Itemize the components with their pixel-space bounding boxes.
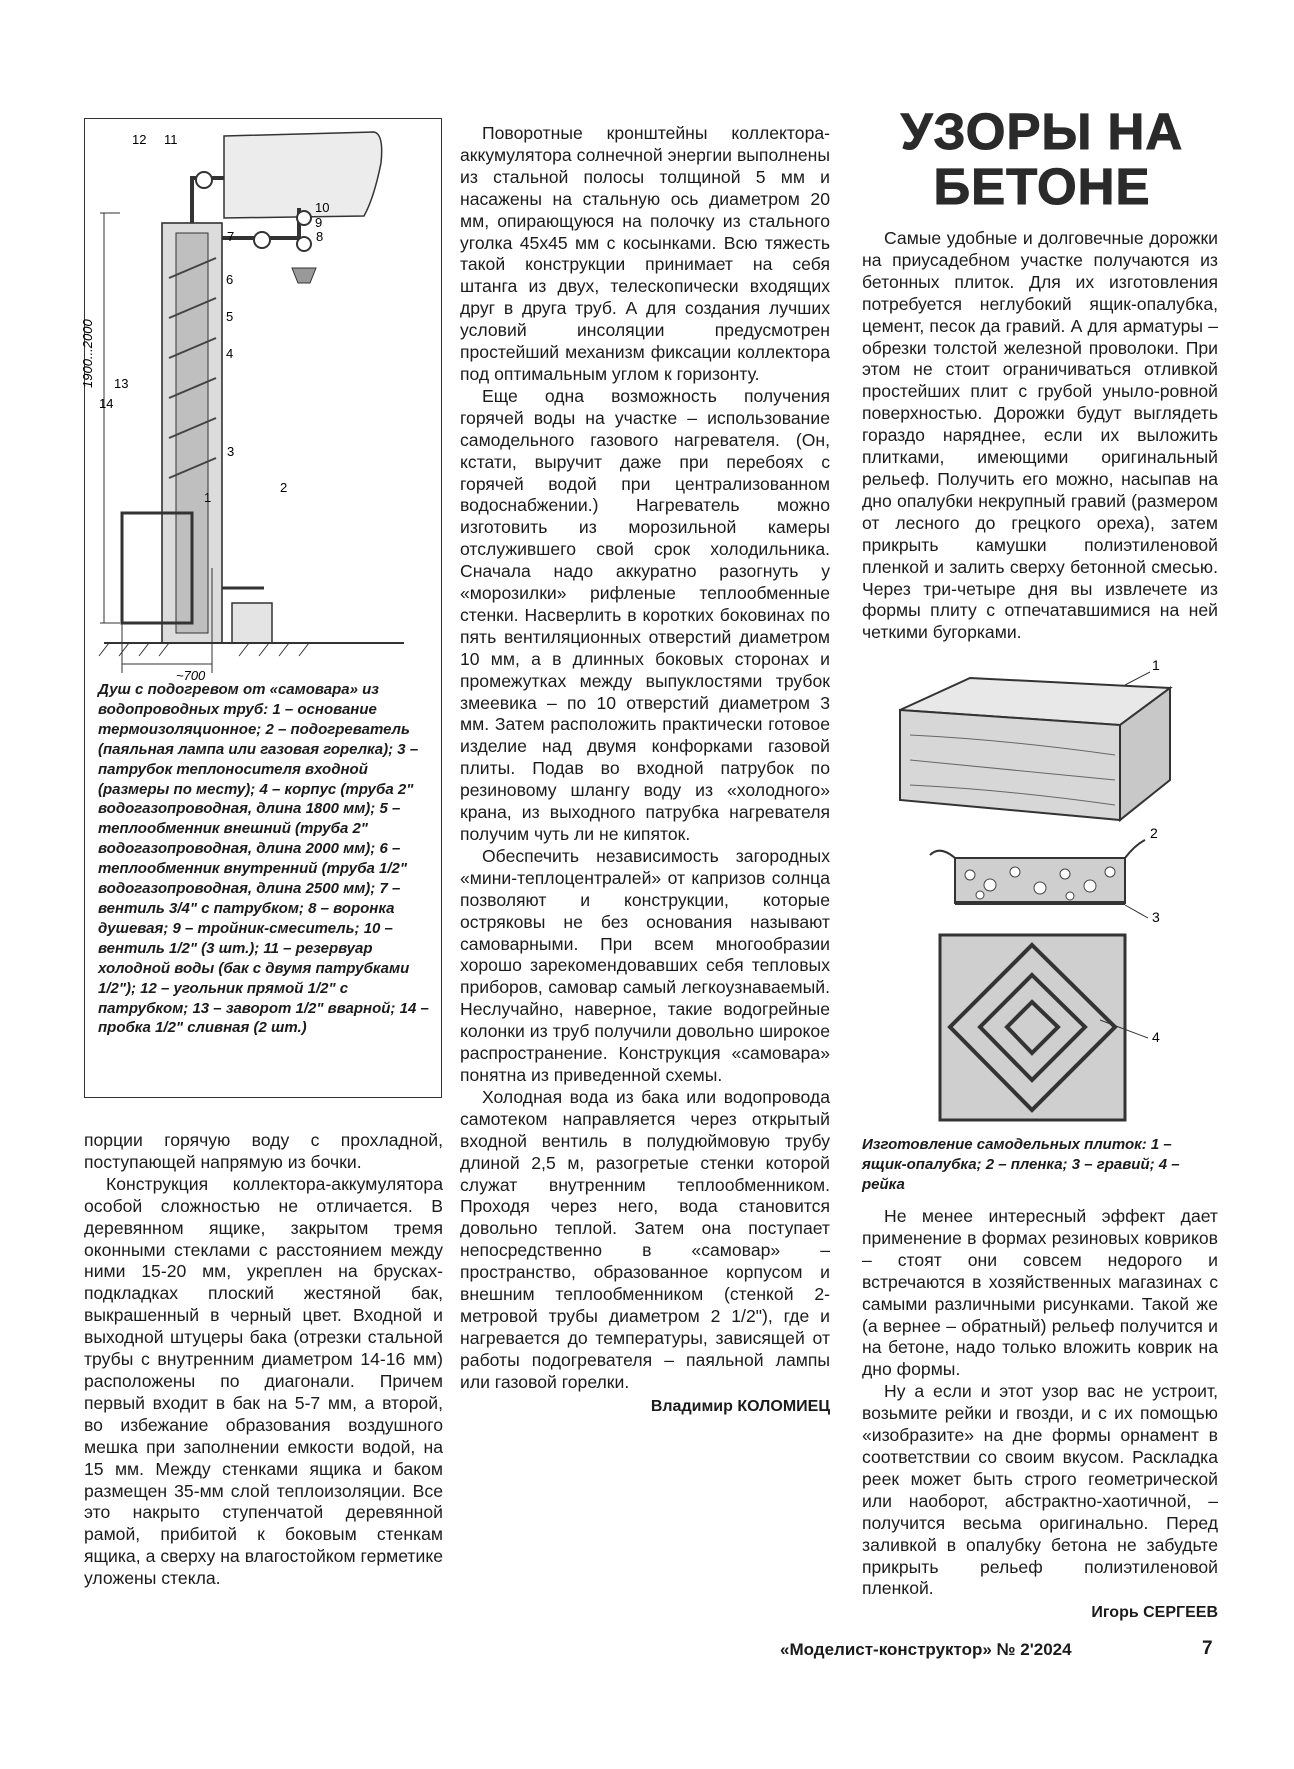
figure-2-caption: Изготовление самодельных плиток: 1 – ящик-опалубка; 2 – пленка; 3 – гравий; 4 – рейка bbox=[862, 1136, 1180, 1193]
col3-paragraph-2: Не менее интересный эффект дает применение в формах резиновых ковриков – стоят они совсем недорого и встречаются в хозяйственных магазинах с самыми различными рисунками. Такой же (а вернее – обратный) рельеф получится и на бетоне, надо только вложить коврик на дно формы. bbox=[862, 1206, 1218, 1380]
author-kolomiets: Владимир КОЛОМИЕЦ bbox=[650, 1397, 830, 1415]
headline-line-1: УЗОРЫ НА bbox=[900, 103, 1184, 160]
figure-1-caption: Душ с подогревом от «самовара» из водопроводных труб: 1 – основание термоизоляционное; 2 – подогреватель (паяльная лампа или газовая горелка); 3 – патрубок теплоносителя входной (размеры по месту); 4 – корпус (труба 2" водогазопроводная, длина 1800 мм); 5 – теплообменник внешний (труба 2" водогазопроводная, длина 2000 мм); 6 – теплообменник внутренний (труба 1/2" водогазопроводная, длина 2500 мм); 7 – вентиль 3/4" с патрубком; 8 – воронка душевая; 9 – тройник-смеситель; 10 – вентиль 1/2" (3 шт.); 11 – резервуар холодной воды (бак с двумя патрубками 1/2"); 12 – угольник прямой 1/2" с патрубком; 13 – заворот 1/2" вварной; 14 – пробка 1/2" сливная (2 шт.) bbox=[98, 681, 429, 1037]
fig2-label-2: 2 bbox=[1150, 825, 1158, 841]
column-1 bbox=[84, 1130, 443, 1590]
fig1-label-10: 10 bbox=[315, 200, 330, 215]
col2-paragraph-1: Поворотные кронштейны коллектора-аккумулятора солнечной энергии выполнены из стальной полосы толщиной 5 мм и насажены на стальную ось диаметром 20 мм, опирающуюся на полочку из стального уголка 45х45 мм с косынками. Всю тяжесть такой конструкции принимает на себя штанга из двух, телескопически входящих друг в друга труб. А для создания лучших условий инсоляции предусмотрен простейший механизм фиксации коллектора под оптимальным углом к горизонту. bbox=[460, 123, 830, 384]
column-3-continued bbox=[862, 1206, 1218, 1624]
col3-paragraph-1: Самые удобные и долговечные дорожки на приусадебном участке получаются из бетонных плиток. Для их изготовления потребуется неглубокий ящик-опалубка, цемент, песок да гравий. А для арматуры – обрезки толстой железной проволоки. При этом не стоит ограничиваться отливкой простейших плит с грубой уныло-ровной поверхностью. Дорожки будут выглядеть гораздо наряднее, если их выложить плитками, имеющими оригинальный рельеф. Получить его можно, насыпав на дно опалубки некрупный гравий (размером от лесного до грецкого ореха), затем прикрыть камушки полиэтиленовой пленкой и залить сверху бетонной смесью. Через три-четыре дня вы извлечете из формы плиту с отпечатавшимися на ней четкими бугорками. bbox=[862, 228, 1218, 643]
fig1-label-12: 12 bbox=[132, 132, 147, 147]
fig1-label-7: 7 bbox=[227, 229, 235, 244]
fig2-label-4: 4 bbox=[1152, 1029, 1160, 1045]
fig1-label-13: 13 bbox=[114, 376, 129, 391]
column-3 bbox=[862, 228, 1218, 644]
fig1-label-14: 14 bbox=[99, 396, 114, 411]
headline-line-2: БЕТОНЕ bbox=[933, 158, 1151, 215]
col1-paragraph-1: порции горячую воду с прохладной, поступающей напрямую из бочки. bbox=[84, 1130, 443, 1172]
column-2 bbox=[460, 123, 830, 1417]
fig1-label-1: 1 bbox=[204, 490, 212, 505]
fig2-label-1: 1 bbox=[1152, 657, 1160, 673]
fig1-label-9: 9 bbox=[315, 215, 323, 230]
footer-magazine-title: «Моделист-конструктор» № 2'2024 bbox=[780, 1640, 1072, 1659]
fig1-label-8: 8 bbox=[316, 229, 324, 244]
col2-paragraph-2: Еще одна возможность получения горячей воды на участке – использование самодельного газового нагревателя. (Он, кстати, выручит даже при перебоях с горячей водой при централизованном водоснабжении.) Нагреватель можно изготовить из морозильной камеры отслужившего свой срок холодильника. Сначала надо аккуратно разогнуть у «морозилки» рифленые теплообменные стенки. Насверлить в коротких боковинах по пять вентиляционных отверстий диаметром 10 мм, а в длинных боковых сторонах и промежутках между выпуклостями трубок змеевика – по 10 отверстий диаметром 3 мм. Затем расположить практически готовое изделие над двумя конфорками газовой плиты. Подав во входной патрубок по резиновому шлангу воду из «холодного» крана, из выходного патрубка нагревателя получим чуть ли не кипяток. bbox=[460, 385, 830, 844]
fig2-label-3: 3 bbox=[1152, 909, 1160, 925]
col3-paragraph-3: Ну а если и этот узор вас не устроит, возьмите рейки и гвозди, и с их помощью «изобразите» на дне формы орнамент в соответствии со своим вкусом. Раскладка реек может быть строго геометрической или наоборот, абстрактно-хаотичной, – получится весьма оригинально. Перед заливкой в опалубку бетона не забудьте прикрыть рельеф полиэтиленовой пленкой. bbox=[862, 1381, 1218, 1599]
col2-paragraph-4: Холодная вода из бака или водопровода самотеком направляется через открытый входной вентиль в полудюймовую трубу длиной 2,5 м, разогретые стенки которой служат внутренним теплообменником. Проходя через него, вода становится довольно теплой. Затем она поступает непосредственно в «самовар» – пространство, образованное корпусом и внешним теплообменником (стенкой 2-метровой трубы диаметром 2 1/2"), где и нагревается до температуры, зависящей от работы подогревателя – паяльной лампы или газовой горелки. bbox=[460, 1086, 830, 1392]
fig1-label-4: 4 bbox=[226, 346, 234, 361]
article-headline bbox=[862, 104, 1222, 214]
col2-paragraph-3: Обеспечить независимость загородных «мини-теплоцентралей» от капризов солнца позволяют и конструкции, которые остряковы не без основания называют самоварными. При всем многообразии хорошо зарекомендовавших себя тепловых приборов, самовар самый легкоузнаваемый. Неслучайно, наверное, такие водогрейные колонки из труб получили довольно широкое распространение. Конструкция «самовара» понятна из приведенной схемы. bbox=[460, 845, 830, 1085]
page-number: 7 bbox=[1202, 1638, 1213, 1659]
fig1-label-11: 11 bbox=[164, 132, 178, 147]
fig1-label-5: 5 bbox=[226, 309, 234, 324]
figure-1-drawing bbox=[80, 118, 442, 683]
fig1-dim-width: ~700 bbox=[176, 668, 206, 683]
fig1-label-6: 6 bbox=[226, 272, 234, 287]
figure-2-drawing bbox=[870, 657, 1170, 1130]
fig1-label-2: 2 bbox=[280, 480, 288, 495]
fig1-dim-height: 1900...2000 bbox=[80, 319, 95, 388]
fig1-label-3: 3 bbox=[227, 444, 235, 459]
author-sergeev: Игорь СЕРГЕЕВ bbox=[1091, 1604, 1218, 1622]
col1-paragraph-2: Конструкция коллектора-аккумулятора особой сложностью не отличается. В деревянном ящике, закрытом тремя оконными стеклами с расстоянием между ними 15-20 мм, укреплен на брусках-подкладках плоский жестяной бак, выкрашенный в черный цвет. Входной и выходной штуцеры бака (отрезки стальной трубы с внутренним диаметром 14-16 мм) расположены по диагонали. Причем первый входит в бак на 5-7 мм, а второй, во избежание образования воздушного мешка при заполнении емкости водой, на 15 мм. Между стенками ящика и баком размещен 35-мм слой теплоизоляции. Все это накрыто ступенчатой деревянной рамой, прибитой к боковым стенкам ящика, а сверху на влагостойком герметике уложены стекла. bbox=[84, 1173, 443, 1589]
